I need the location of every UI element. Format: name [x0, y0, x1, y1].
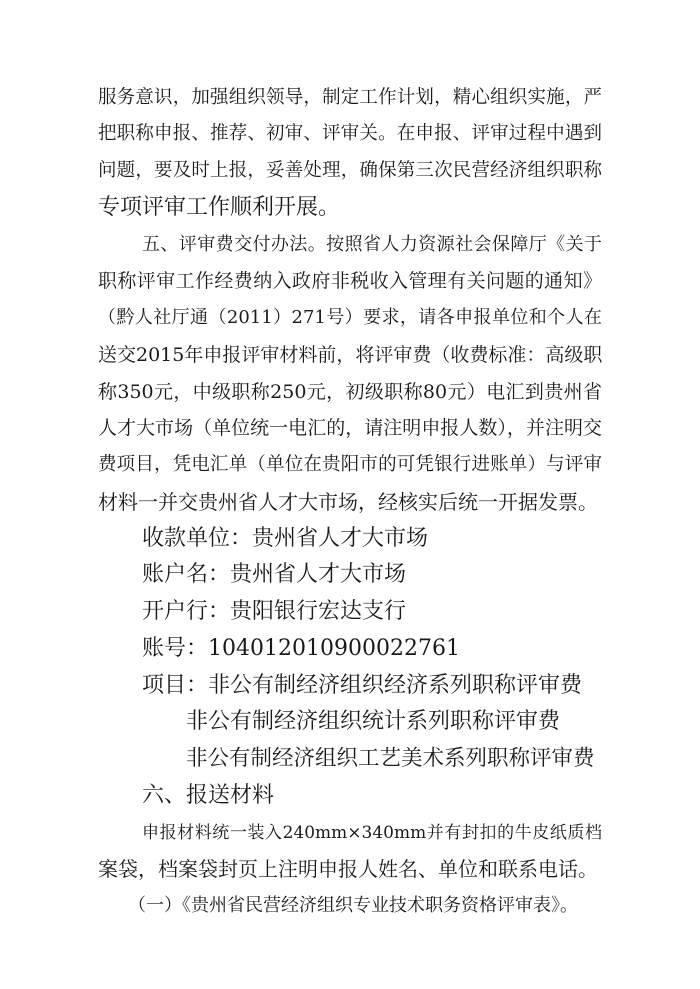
fee-item-line: 项目：非公有制经济组织经济系列职称评审费 — [142, 673, 583, 698]
bank-line: 开户行：贵阳银行宏达支行 — [142, 599, 407, 624]
section-heading-fee-payment: 五、评审费交付办法。按照省人力资源社会保障厅《关于 — [142, 234, 602, 255]
paragraph-line: 把职称申报、推荐、初审、评审关。在申报、评审过程中遇到 — [98, 123, 602, 144]
paragraph-line: 申报材料统一装入240mm×340mm并有封扣的牛皮纸质档 — [142, 823, 602, 843]
list-item-line: （一）《贵州省民营经济组织专业技术职务资格评审表》。 — [128, 895, 578, 916]
payee-line: 收款单位：贵州省人才大市场 — [142, 526, 429, 551]
paragraph-line: 称350元，中级职称250元，初级职称80元）电汇到贵州省 — [98, 381, 602, 403]
section-heading-materials: 六、报送材料 — [142, 783, 275, 808]
paragraph-line: 服务意识，加强组织领导，制定工作计划，精心组织实施，严 — [98, 87, 602, 108]
paragraph-line: （黔人社厅通（2011）271号）要求，请各申报单位和个人在 — [98, 307, 602, 328]
paragraph-line: 案袋，档案袋封页上注明申报人姓名、单位和联系电话。 — [98, 857, 598, 881]
paragraph-line: 专项评审工作顺利开展。 — [98, 195, 341, 220]
account-number-line: 账号：104012010900022761 — [142, 636, 460, 661]
paragraph-line: 人才大市场（单位统一电汇的，请注明申报人数），并注明交 — [98, 417, 602, 439]
account-name-line: 账户名：贵州省人才大市场 — [142, 562, 407, 587]
paragraph-line: 职称评审工作经费纳入政府非税收入管理有关问题的通知》 — [98, 270, 602, 292]
fee-item-line: 非公有制经济组织统计系列职称评审费 — [186, 709, 561, 734]
paragraph-line: 送交2015年申报评审材料前，将评审费（收费标准：高级职 — [98, 344, 603, 366]
fee-item-line: 非公有制经济组织工艺美术系列职称评审费 — [186, 746, 595, 771]
paragraph-line: 问题，要及时上报，妥善处理，确保第三次民营经济组织职称 — [98, 160, 602, 181]
paragraph-line: 材料一并交贵州省人才大市场，经核实后统一开据发票。 — [98, 490, 598, 514]
paragraph-line: 费项目，凭电汇单（单位在贵阳市的可凭银行进账单）与评审 — [98, 454, 602, 475]
